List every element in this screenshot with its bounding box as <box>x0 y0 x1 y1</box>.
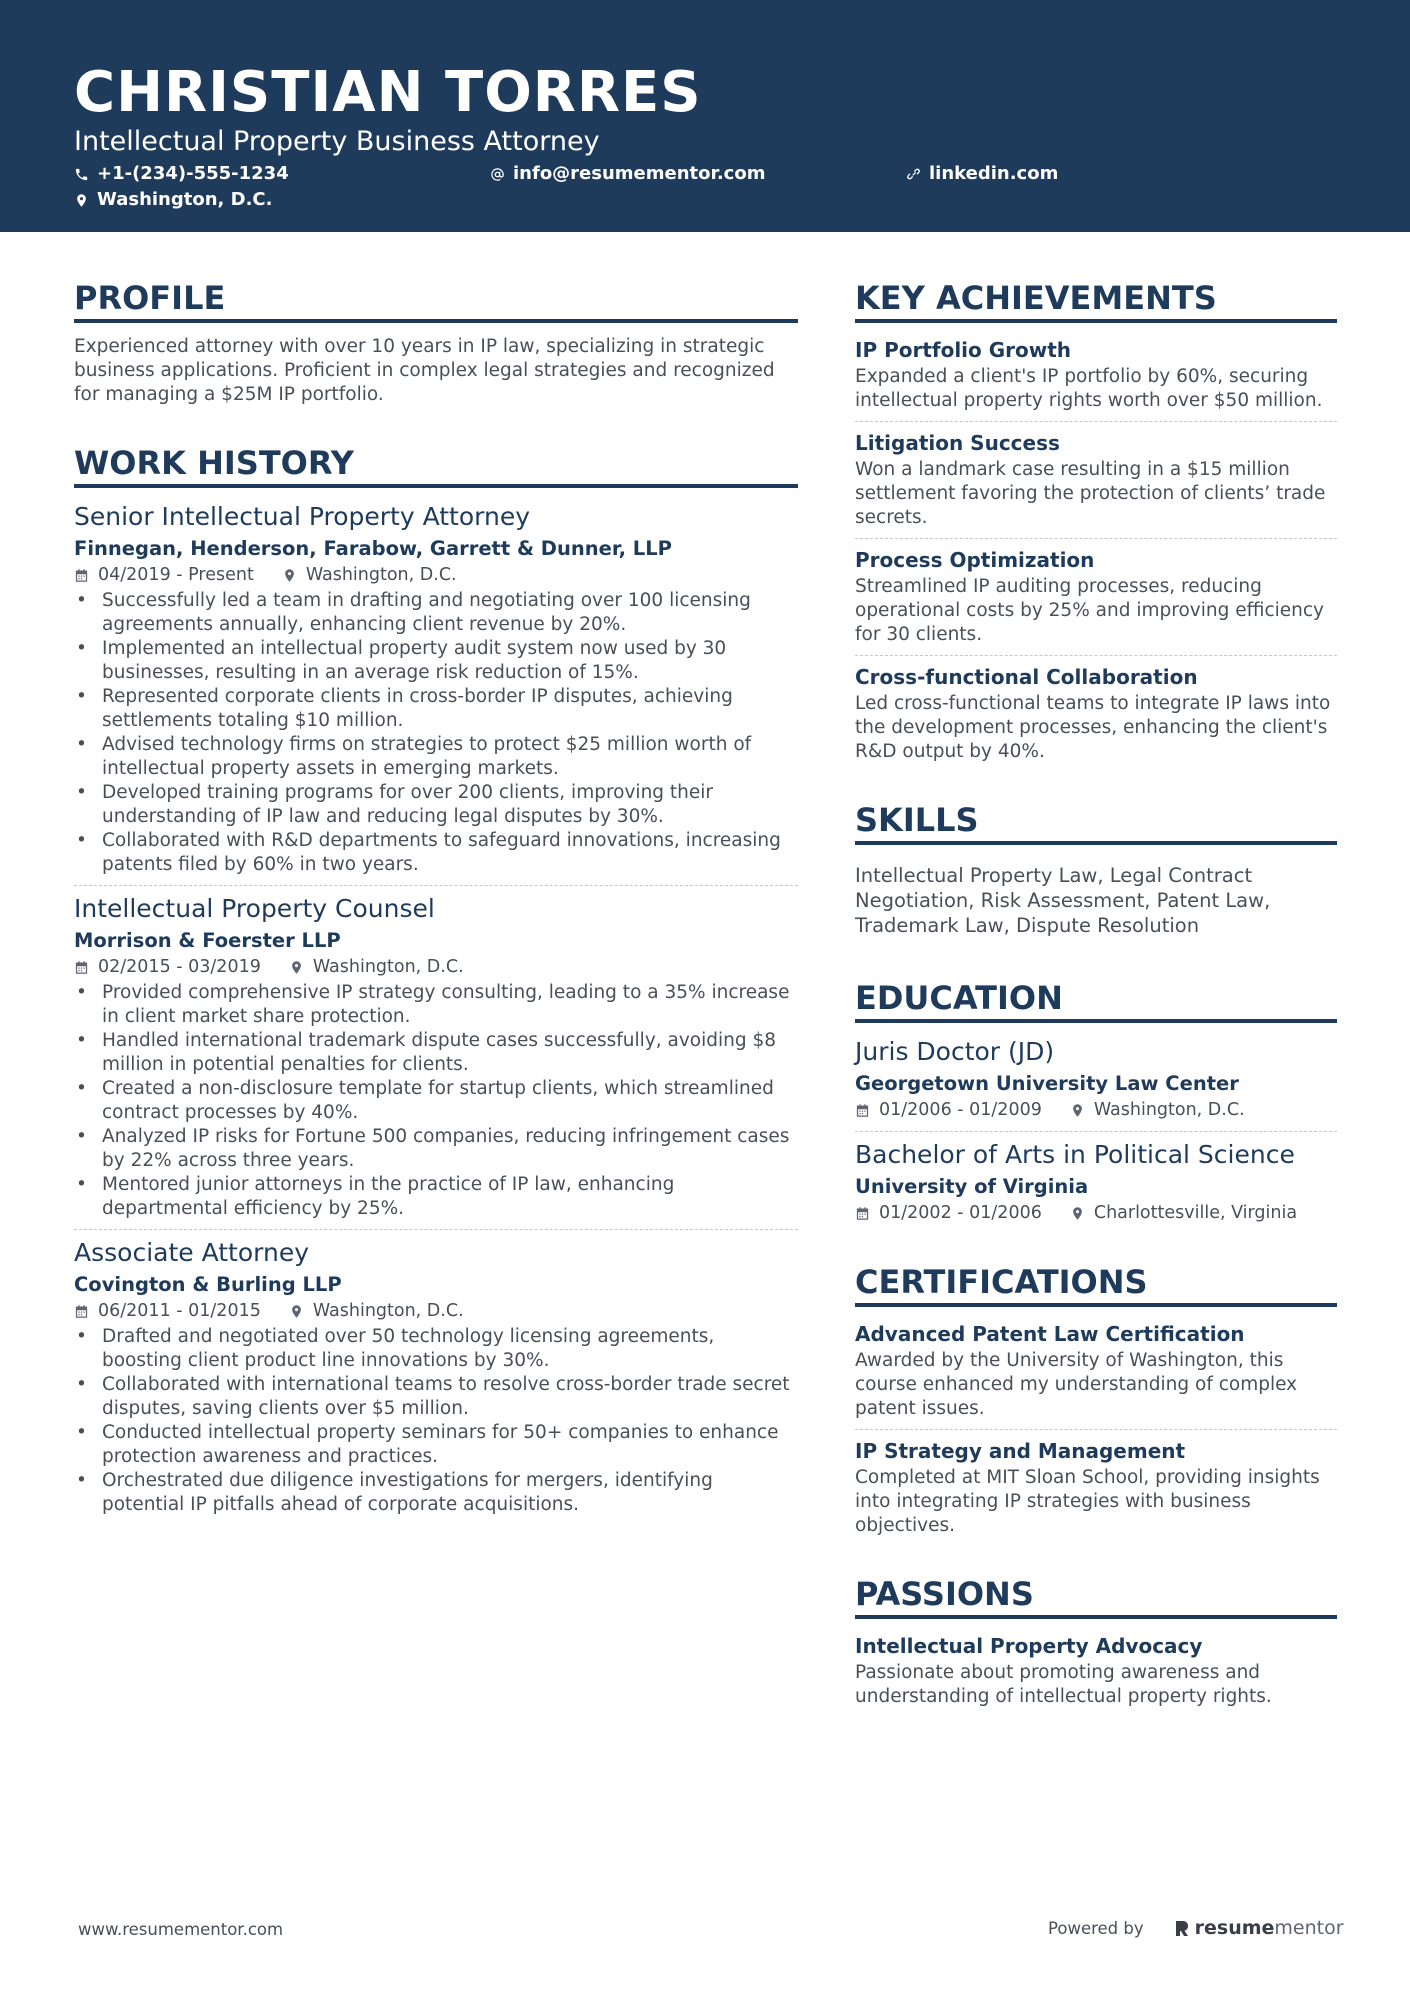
phone-icon <box>74 167 89 182</box>
achievement-text: Expanded a client's IP portfolio by 60%, securing intellectual property rights worth over $50 million. <box>855 366 1323 411</box>
location-text: Washington, D.C. <box>97 189 273 210</box>
job-title: Associate Attorney <box>74 1238 310 1267</box>
job-entry <box>74 500 798 877</box>
powered-by-label: Powered by <box>1048 1918 1144 1938</box>
education-item <box>855 1138 1337 1226</box>
job-bullet: • Advised technology firms on strategies to protect $25 million worth of intellectual property assets in emerging markets. <box>74 733 798 781</box>
passion-text: Passionate about promoting awareness and understanding of intellectual property rights. <box>855 1662 1272 1707</box>
certification-item <box>855 1319 1337 1421</box>
contact-email[interactable] <box>490 163 765 185</box>
job-title: Intellectual Property Counsel <box>74 894 435 923</box>
brand-mark-icon <box>1174 1919 1190 1937</box>
link-icon <box>906 167 921 182</box>
school-name: University of Virginia <box>855 1175 1089 1198</box>
achievement-title: IP Portfolio Growth <box>855 338 1072 362</box>
left-column <box>74 278 798 1517</box>
company-name: Finnegan, Henderson, Farabow, Garrett & Dunner, LLP <box>74 537 672 560</box>
map-pin-icon <box>1070 1103 1085 1118</box>
achievement-item <box>855 335 1337 413</box>
education-location: Washington, D.C. <box>1093 1100 1245 1120</box>
divider <box>855 655 1337 656</box>
education-dates: 01/2006 - 01/2009 <box>879 1100 1042 1120</box>
skills-text: Intellectual Property Law, Legal Contract Negotiation, Risk Assessment, Patent Law, Trademark Law, Dispute Resolution <box>855 864 1271 937</box>
divider <box>855 538 1337 539</box>
degree-title: Bachelor of Arts in Political Science <box>855 1140 1295 1169</box>
brand-logo[interactable] <box>1174 1917 1344 1939</box>
certification-text: Awarded by the University of Washington, this course enhanced my understanding of complex patent issues. <box>855 1350 1298 1419</box>
divider <box>74 1229 798 1230</box>
job-bullet: • Orchestrated due diligence investigations for mergers, identifying potential IP pitfalls ahead of corporate acquisitions. <box>74 1469 798 1517</box>
job-bullets <box>74 589 798 877</box>
job-dates: 06/2011 - 01/2015 <box>98 1301 261 1321</box>
degree-title: Juris Doctor (JD) <box>855 1037 1055 1066</box>
map-pin-icon <box>74 193 89 208</box>
achievement-item <box>855 662 1337 764</box>
achievement-text: Led cross-functional teams to integrate IP laws into the development processes, enhancing the client's R&D output by 40%. <box>855 693 1331 762</box>
education-heading: EDUCATION <box>855 978 1337 1023</box>
passion-title: Intellectual Property Advocacy <box>855 1634 1203 1658</box>
job-location: Washington, D.C. <box>312 1301 464 1321</box>
job-meta <box>74 563 798 588</box>
job-bullet: • Handled international trademark dispute cases successfully, avoiding $8 million in potential penalties for clients. <box>74 1029 798 1077</box>
achievement-title: Process Optimization <box>855 548 1095 572</box>
job-bullet: • Analyzed IP risks for Fortune 500 companies, reducing infringement cases by 22% across three years. <box>74 1125 798 1173</box>
calendar-icon <box>74 1304 89 1319</box>
job-dates: 04/2019 - Present <box>98 565 254 585</box>
achievement-title: Cross-functional Collaboration <box>855 665 1198 689</box>
profile-text: Experienced attorney with over 10 years in IP law, specializing in strategic business applications. Proficient in complex legal strategies and recognized for managing a $25M IP portfolio. <box>74 336 775 405</box>
job-bullet: • Collaborated with international teams to resolve cross-border trade secret disputes, saving clients over $5 million. <box>74 1373 798 1421</box>
certification-item <box>855 1436 1337 1538</box>
education-location: Charlottesville, Virginia <box>1093 1203 1298 1223</box>
achievements-heading: KEY ACHIEVEMENTS <box>855 278 1337 323</box>
calendar-icon <box>855 1206 870 1221</box>
achievement-item <box>855 545 1337 647</box>
job-bullet: • Implemented an intellectual property audit system now used by 30 businesses, resulting in an average risk reduction of 15%. <box>74 637 798 685</box>
job-meta <box>74 1299 798 1324</box>
job-bullet: • Collaborated with R&D departments to safeguard innovations, increasing patents filed by 60% in two years. <box>74 829 798 877</box>
job-entry <box>74 1236 798 1517</box>
job-bullet: • Developed training programs for over 200 clients, improving their understanding of IP law and reducing legal disputes by 30%. <box>74 781 798 829</box>
website-text: linkedin.com <box>929 163 1059 184</box>
contact-website[interactable] <box>906 163 1058 185</box>
job-title: Senior Intellectual Property Attorney <box>74 502 530 531</box>
job-bullet: • Drafted and negotiated over 50 technology licensing agreements, boosting client product line innovations by 30%. <box>74 1325 798 1373</box>
brand-rest: mentor <box>1274 1917 1344 1939</box>
job-bullet: • Successfully led a team in drafting and negotiating over 100 licensing agreements annually, enhancing client revenue by 20%. <box>74 589 798 637</box>
profile-heading: PROFILE <box>74 278 798 323</box>
email-text: info@resumementor.com <box>513 163 766 184</box>
job-bullet: • Conducted intellectual property seminars for 50+ companies to enhance protection awareness and practices. <box>74 1421 798 1469</box>
map-pin-icon <box>282 568 297 583</box>
achievement-text: Streamlined IP auditing processes, reducing operational costs by 25% and improving efficiency for 30 clients. <box>855 576 1325 645</box>
education-dates: 01/2002 - 01/2006 <box>879 1203 1042 1223</box>
education-meta <box>855 1201 1337 1226</box>
certification-title: IP Strategy and Management <box>855 1439 1186 1463</box>
job-bullets <box>74 1325 798 1517</box>
job-bullet: • Mentored junior attorneys in the practice of IP law, enhancing departmental efficiency by 25%. <box>74 1173 798 1221</box>
map-pin-icon <box>289 960 304 975</box>
right-column <box>855 278 1337 1709</box>
candidate-name: CHRISTIAN TORRES <box>74 60 702 125</box>
divider <box>855 421 1337 422</box>
footer-branding <box>1048 1917 1344 1939</box>
contact-location <box>74 189 272 211</box>
contact-phone[interactable] <box>74 163 289 185</box>
job-dates: 02/2015 - 03/2019 <box>98 957 261 977</box>
passion-item <box>855 1631 1337 1709</box>
divider <box>855 1131 1337 1132</box>
work-history-heading: WORK HISTORY <box>74 443 798 488</box>
divider <box>74 885 798 886</box>
company-name: Covington & Burling LLP <box>74 1273 342 1296</box>
footer-website[interactable]: www.resumementor.com <box>78 1920 284 1939</box>
calendar-icon <box>74 960 89 975</box>
calendar-icon <box>74 568 89 583</box>
certification-title: Advanced Patent Law Certification <box>855 1322 1245 1346</box>
achievement-text: Won a landmark case resulting in a $15 million settlement favoring the protection of clients’ trade secrets. <box>855 459 1326 528</box>
job-entry <box>74 892 798 1221</box>
calendar-icon <box>855 1103 870 1118</box>
job-bullet: • Provided comprehensive IP strategy consulting, leading to a 35% increase in client market share protection. <box>74 981 798 1029</box>
skills-heading: SKILLS <box>855 800 1337 845</box>
map-pin-icon <box>1070 1206 1085 1221</box>
job-bullet: • Represented corporate clients in cross-border IP disputes, achieving settlements totaling $10 million. <box>74 685 798 733</box>
job-bullet: • Created a non-disclosure template for startup clients, which streamlined contract processes by 40%. <box>74 1077 798 1125</box>
certification-text: Completed at MIT Sloan School, providing insights into integrating IP strategies with business objectives. <box>855 1467 1320 1536</box>
candidate-title: Intellectual Property Business Attorney <box>74 126 600 157</box>
school-name: Georgetown University Law Center <box>855 1072 1239 1095</box>
company-name: Morrison & Foerster LLP <box>74 929 341 952</box>
education-meta <box>855 1098 1337 1123</box>
passions-heading: PASSIONS <box>855 1574 1337 1619</box>
header <box>0 0 1410 232</box>
achievement-item <box>855 428 1337 530</box>
map-pin-icon <box>289 1304 304 1319</box>
divider <box>855 1429 1337 1430</box>
job-location: Washington, D.C. <box>305 565 457 585</box>
job-bullets <box>74 981 798 1221</box>
phone-text: +1-(234)-555-1234 <box>97 163 289 184</box>
job-location: Washington, D.C. <box>312 957 464 977</box>
certifications-heading: CERTIFICATIONS <box>855 1262 1337 1307</box>
job-meta <box>74 955 798 980</box>
achievement-title: Litigation Success <box>855 431 1060 455</box>
at-icon <box>490 167 505 182</box>
education-item <box>855 1035 1337 1123</box>
brand-bold: resume <box>1194 1917 1275 1939</box>
